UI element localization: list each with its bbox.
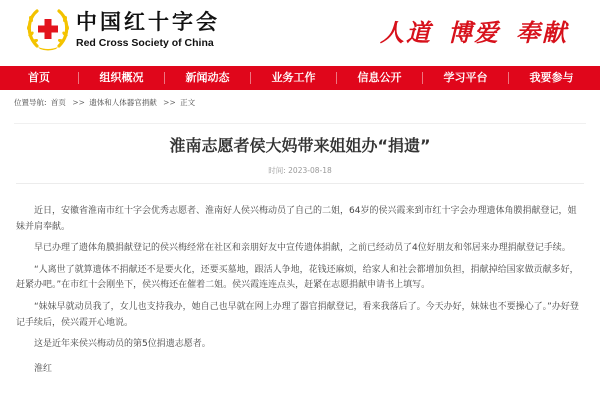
nav-item-learning[interactable]: 学习平台 — [443, 71, 488, 84]
breadcrumb-home-link[interactable]: 首页 — [50, 98, 66, 107]
nav-item-business[interactable]: 业务工作 — [271, 71, 316, 84]
red-cross-emblem-icon — [23, 4, 73, 54]
article-date: 时间: 2023-08-18 — [268, 166, 332, 175]
logo-english-name: Red Cross Society of China — [76, 36, 214, 49]
article-source: 淮红 — [34, 363, 53, 374]
slogan-dedication: 奉献 — [516, 18, 568, 47]
article-paragraph: “妹妹早就动员我了，女儿也支持我办，她自己也早就在网上办理了器官捐献登记，看来我落后了。今天办好，妹妹也不要操心了。”办好登记手续后，侯兴霞开心地说。 — [16, 301, 579, 328]
article-paragraph: 这是近年来侯兴梅动员的第5位捐遗志愿者。 — [34, 339, 211, 350]
nav-item-organization[interactable]: 组织概况 — [99, 71, 144, 84]
breadcrumb-separator: >> — [163, 98, 176, 107]
article-paragraph: “人离世了就算遗体不捐献还不是要火化，还要买墓地，跟活人争地，花钱还麻烦，给家人和社会都增加负担，捐献掉给国家做贡献多好，赶紧办吧。”在市红十会刚坐下，侯兴梅还在催着二姐。侯兴霞连连点头，赶紧在志愿捐献申请书上填写。 — [16, 264, 579, 291]
article-body — [16, 204, 584, 386]
slogan-humanity: 人道 — [380, 18, 432, 47]
slogan — [380, 13, 584, 48]
slogan-fraternity: 博爱 — [448, 18, 500, 47]
article-title: 淮南志愿者侯大妈带来姐姐办“捐遗” — [169, 136, 431, 155]
nav-item-home[interactable]: 首页 — [28, 71, 50, 84]
site-logo[interactable] — [23, 4, 220, 54]
nav-item-news[interactable]: 新闻动态 — [185, 71, 230, 84]
nav-item-participate[interactable]: 我要参与 — [529, 71, 574, 84]
article-paragraph: 近日，安徽省淮南市红十字会优秀志愿者、淮南好人侯兴梅动员了自己的二姐，64岁的侯兴霞来到市红十字会办理遗体角膜捐献登记，姐妹并肩奉献。 — [16, 206, 577, 232]
site-header — [0, 0, 600, 62]
divider — [16, 183, 584, 184]
breadcrumb-current: 正文 — [180, 98, 196, 107]
main-nav — [0, 66, 600, 90]
article-paragraph: 早已办理了遗体角膜捐献登记的侯兴梅经常在社区和亲朋好友中宣传遗体捐献，之前已经动员了4位好朋友和邻居来办理捐献登记手续。 — [34, 243, 571, 254]
breadcrumb-prefix: 位置导航: — [14, 98, 47, 107]
breadcrumb — [14, 97, 197, 109]
breadcrumb-separator: >> — [72, 98, 85, 107]
nav-item-info-disclosure[interactable]: 信息公开 — [357, 71, 402, 84]
breadcrumb-category-link[interactable]: 遗体和人体器官捐献 — [89, 98, 157, 107]
divider — [14, 123, 586, 124]
logo-chinese-name: 中国红十字会 — [76, 9, 220, 34]
